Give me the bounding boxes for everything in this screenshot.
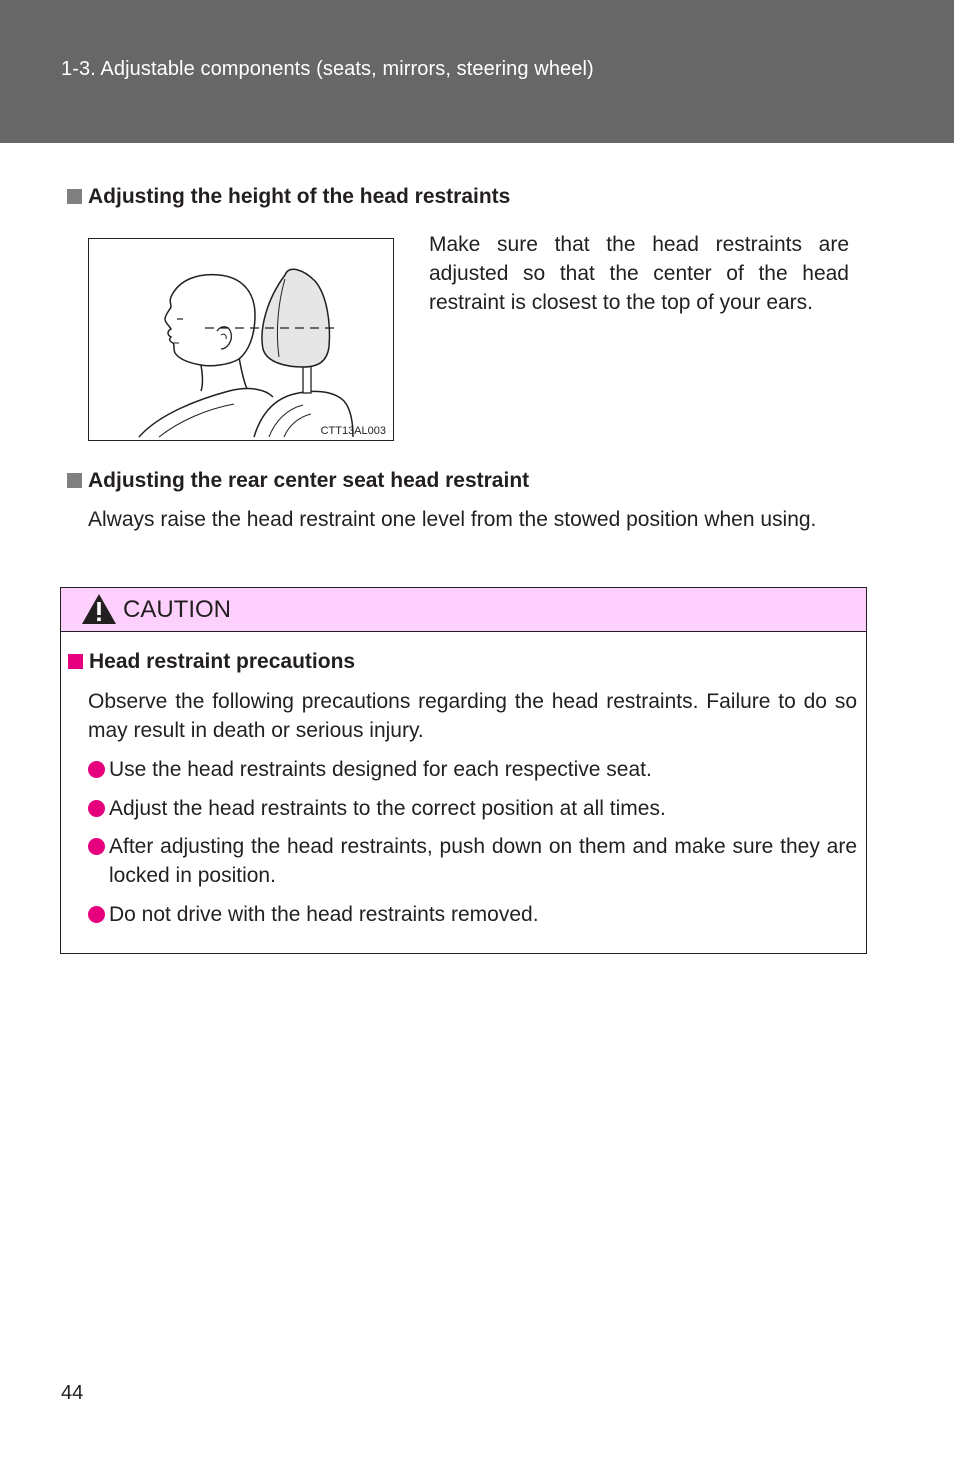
- square-bullet-icon: [68, 654, 83, 669]
- head-restraint-illustration: [88, 238, 394, 441]
- caution-label: CAUTION: [123, 596, 231, 623]
- square-bullet-icon: [67, 189, 82, 204]
- heading-rear-center-restraint: Adjusting the rear center seat head restraint: [67, 469, 529, 493]
- caution-header: [61, 588, 866, 632]
- caution-heading: Head restraint precautions: [68, 650, 355, 674]
- circle-bullet-icon: [88, 838, 105, 855]
- page-header: [0, 0, 954, 143]
- heading-head-restraint-height: Adjusting the height of the head restraints: [67, 185, 510, 209]
- page-number: 44: [61, 1382, 84, 1404]
- figure-code: CTT13AL003: [320, 425, 386, 437]
- caution-box: [60, 587, 867, 954]
- list-item: Use the head restraints designed for each respective seat.: [88, 755, 857, 784]
- head-profile-drawing: [89, 239, 395, 442]
- list-item: Adjust the head restraints to the correct position at all times.: [88, 794, 857, 823]
- rear-center-text: Always raise the head restraint one level from the stowed position when using.: [88, 508, 817, 531]
- list-item: Do not drive with the head restraints removed.: [88, 900, 857, 929]
- circle-bullet-icon: [88, 761, 105, 778]
- section-title: 1-3. Adjustable components (seats, mirrors, steering wheel): [61, 58, 594, 80]
- circle-bullet-icon: [88, 800, 105, 817]
- circle-bullet-icon: [88, 906, 105, 923]
- list-item: After adjusting the head restraints, push down on them and make sure they are locked in position.: [88, 832, 857, 890]
- warning-triangle-icon: [81, 593, 117, 625]
- square-bullet-icon: [67, 473, 82, 488]
- height-adjust-text: Make sure that the head restraints are adjusted so that the center of the head restraint is closest to the top of your ears.: [429, 233, 849, 314]
- caution-intro: Observe the following precautions regarding the head restraints. Failure to do so may result in death or serious injury.: [88, 690, 857, 742]
